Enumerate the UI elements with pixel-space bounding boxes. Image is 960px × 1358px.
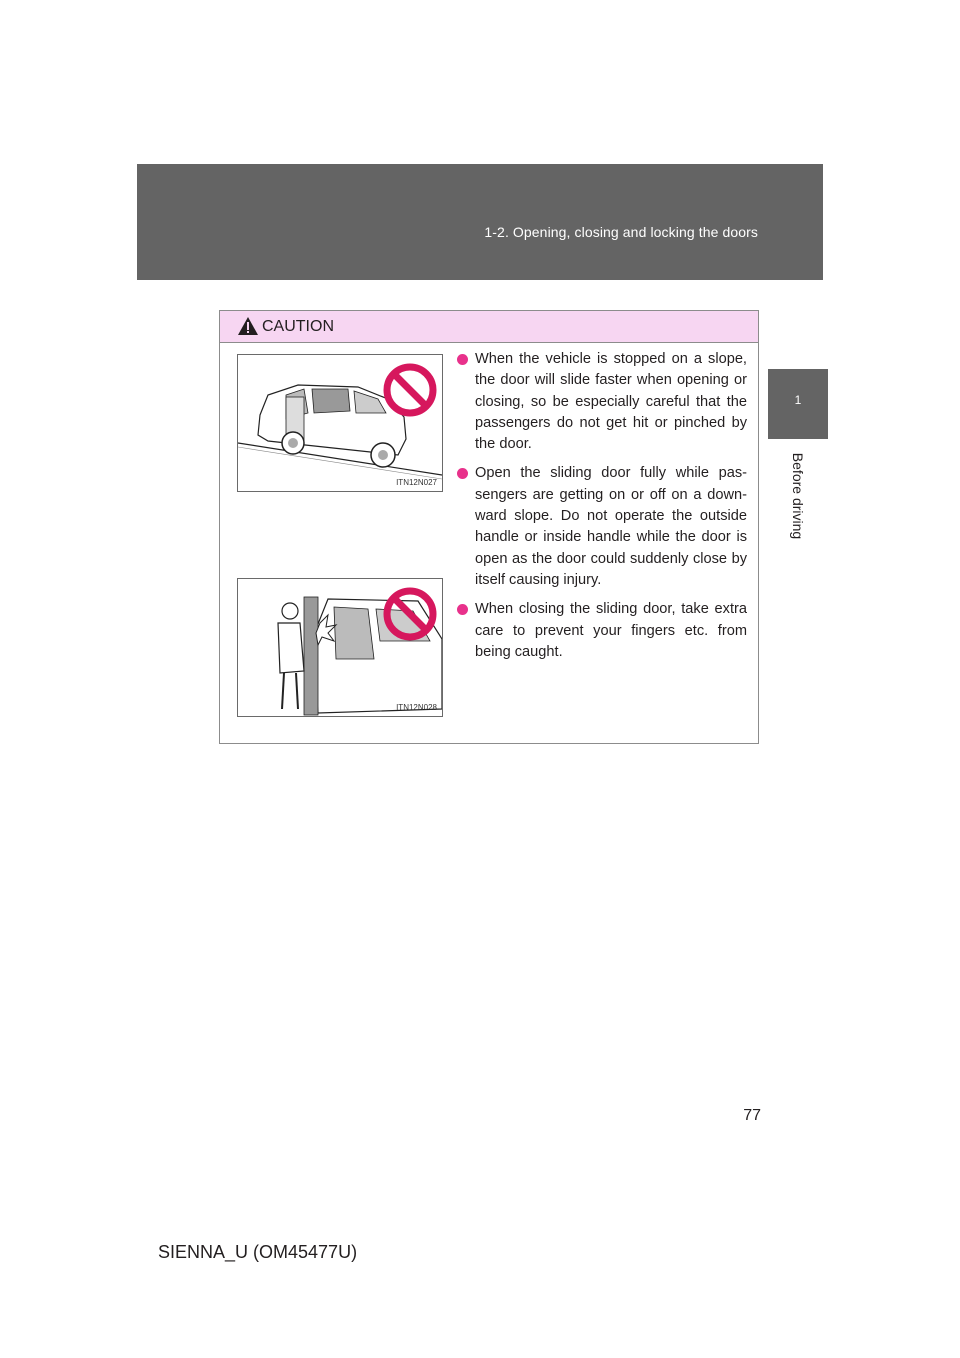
bullet-text: Open the sliding door fully while pas-sengers are getting on or off on a down-ward slope. Do not operate the outside handle or inside handle while the door is open as the door could suddenly close by itself causing injury. xyxy=(475,465,747,588)
door-pinch-illustration xyxy=(238,579,442,716)
list-item xyxy=(455,463,747,591)
bullet-text: When the vehicle is stopped on a slope, the door will slide faster when opening or closing, so be especially careful that the passengers do not get hit or pinched by the door. xyxy=(475,351,747,453)
figure-code: ITN12N028 xyxy=(396,703,437,712)
bullet-text: When closing the sliding door, take extra care to prevent your fingers etc. from being caught. xyxy=(475,601,747,660)
bullet-dot-icon xyxy=(457,468,468,479)
chapter-tab xyxy=(768,369,828,439)
list-item xyxy=(455,599,747,663)
bullet-dot-icon xyxy=(457,354,468,365)
manual-code: SIENNA_U (OM45477U) xyxy=(158,1242,358,1262)
figure-door-pinch xyxy=(237,578,443,717)
chapter-number: 1 xyxy=(794,393,802,407)
list-item xyxy=(455,349,747,455)
section-title: 1-2. Opening, closing and locking the doors xyxy=(484,224,758,240)
page-number: 77 xyxy=(743,1107,761,1124)
caution-bullet-list xyxy=(455,349,747,663)
warning-triangle-icon xyxy=(237,316,259,341)
caution-header xyxy=(220,311,758,343)
figure-van-on-slope xyxy=(237,354,443,492)
prohibited-icon xyxy=(387,367,433,413)
header-band xyxy=(137,164,823,280)
caution-title: CAUTION xyxy=(262,318,334,335)
bullet-dot-icon xyxy=(457,604,468,615)
van-on-slope-illustration xyxy=(238,355,442,491)
chapter-label: Before driving xyxy=(790,452,806,540)
figure-code: ITN12N027 xyxy=(396,478,437,487)
